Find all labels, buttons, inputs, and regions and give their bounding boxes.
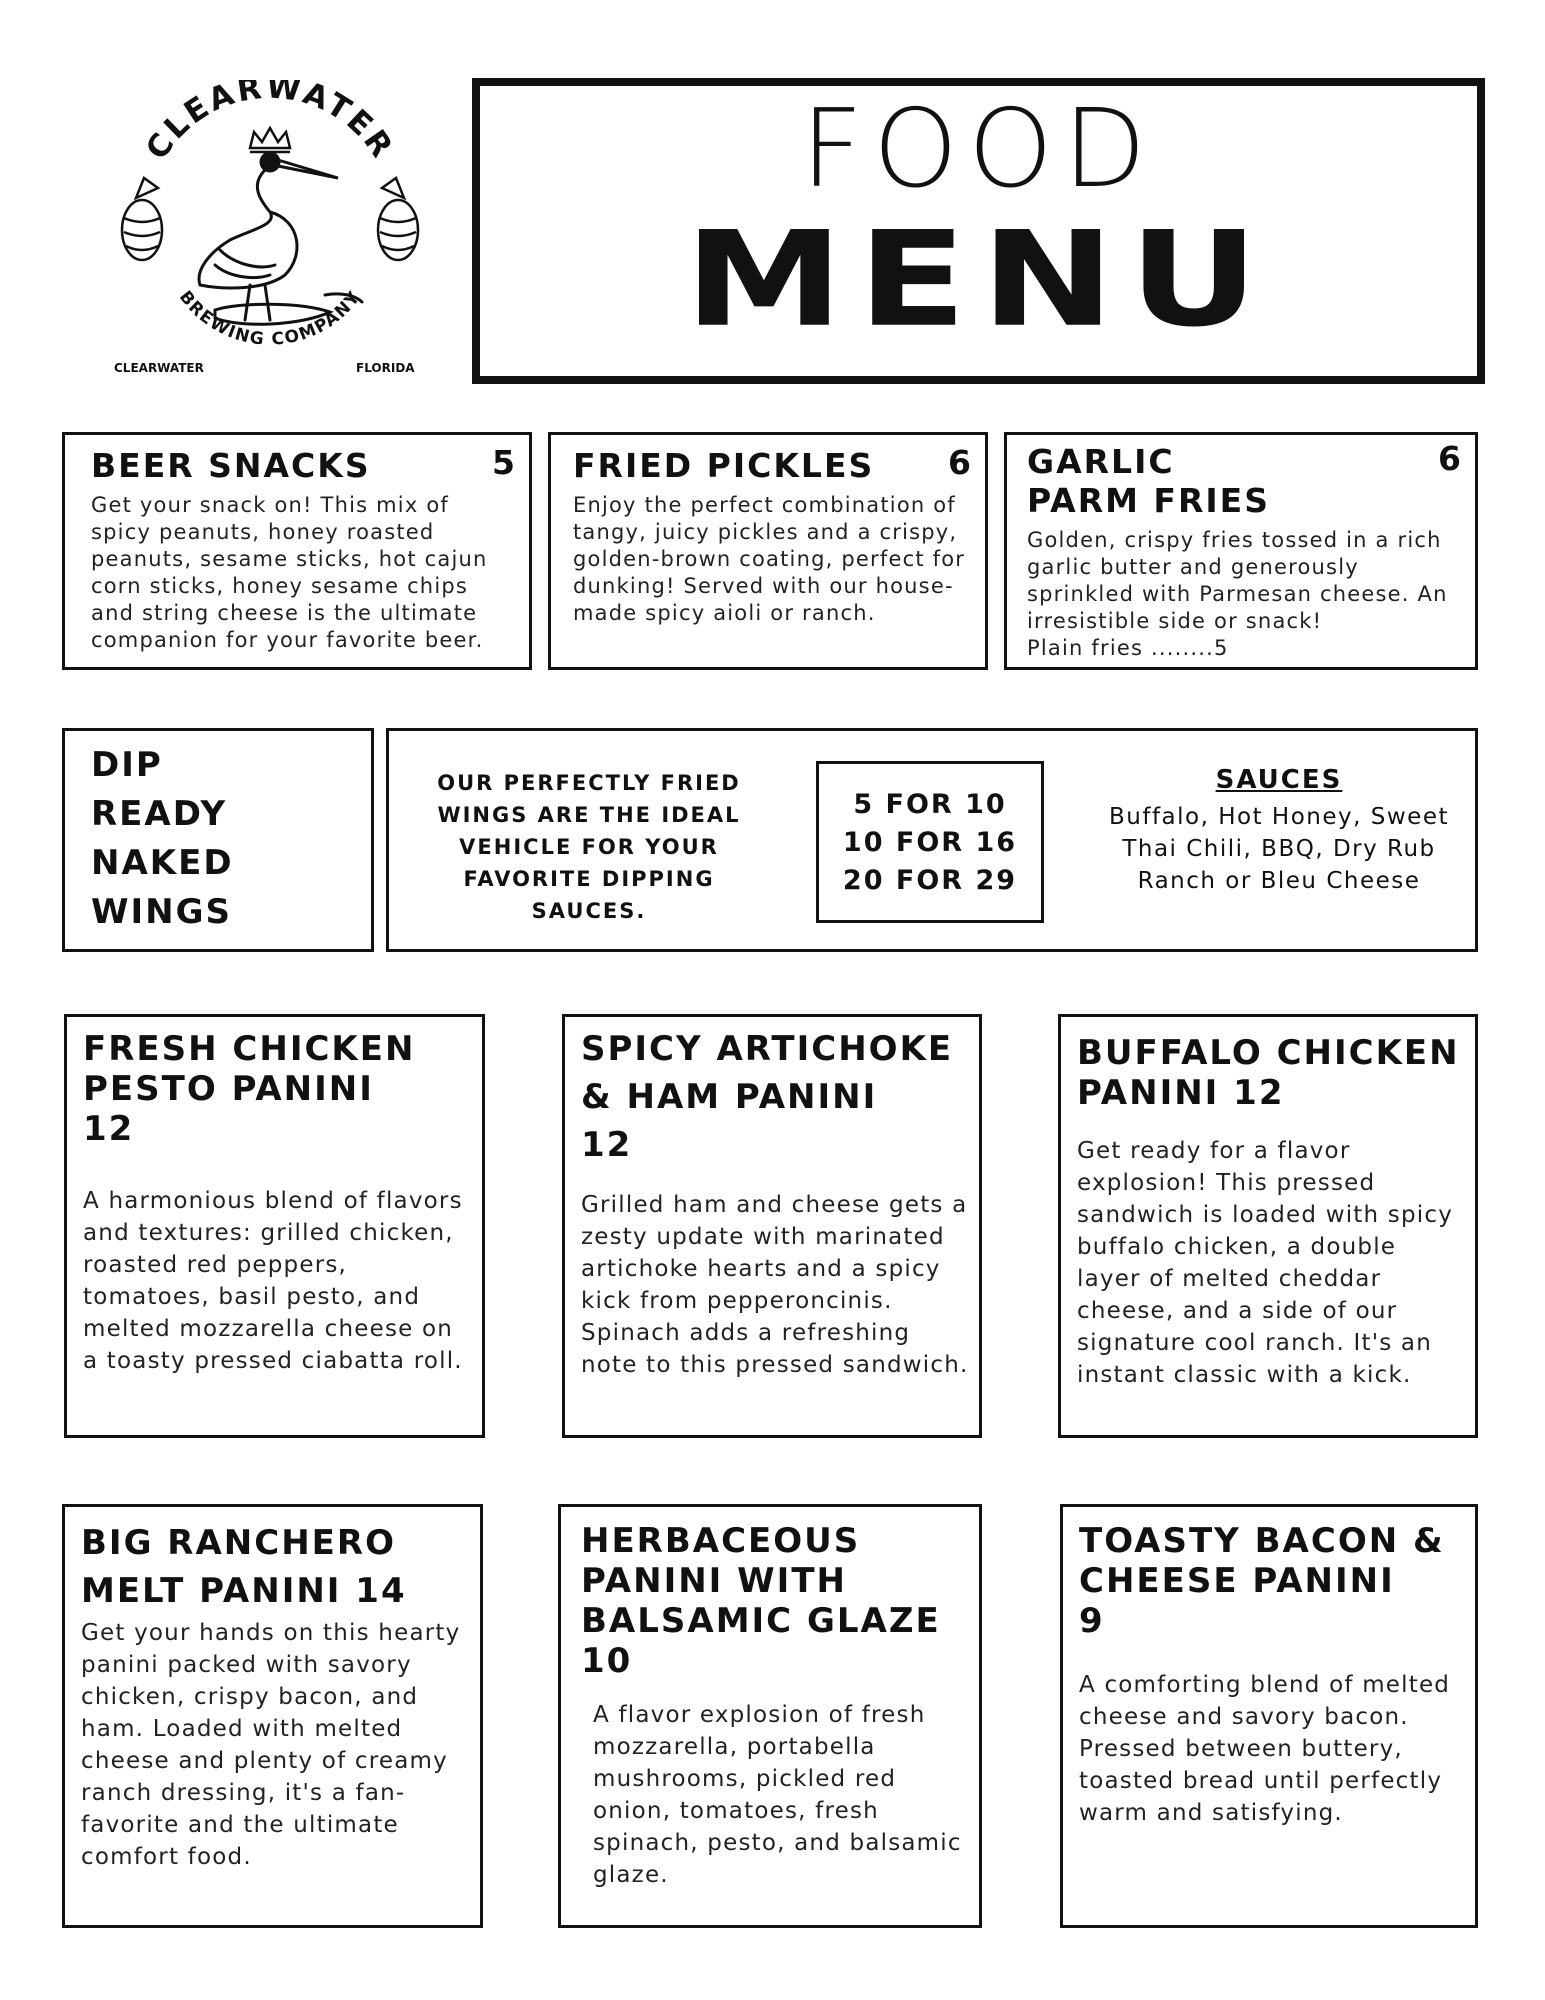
panini-card <box>1058 1014 1478 1438</box>
panini-description: A comforting blend of melted cheese and savory bacon. Pressed between buttery, toasted bread until perfectly warm and satisfying. <box>1079 1672 1451 1826</box>
panini-card <box>562 1014 982 1438</box>
panini-title <box>1077 1033 1465 1113</box>
sauces-line: Thai Chili, BBQ, Dry Rub <box>1122 836 1436 862</box>
panini-title-line: HERBACEOUS <box>581 1521 861 1561</box>
tagline-line: VEHICLE FOR YOUR <box>459 835 719 859</box>
wings-title-box <box>62 728 374 952</box>
panini-title-line: PANINI WITH <box>581 1561 847 1601</box>
wings-price-box <box>816 761 1044 923</box>
snack-name: BEER SNACKS <box>91 446 371 485</box>
snack-name: FRIED PICKLES <box>573 446 875 485</box>
panini-title <box>1079 1521 1465 1641</box>
snack-extra-price: Plain fries ........5 <box>1027 635 1229 660</box>
sauces-line: Ranch or Bleu Cheese <box>1137 868 1421 894</box>
snack-description: Get your snack on! This mix of spicy peanuts, honey roasted peanuts, sesame sticks, hot cajun corn sticks, honey sesame chips and string cheese is the ultimate companion for your favorite beer. <box>91 492 488 652</box>
heron-icon <box>199 153 362 324</box>
header-food: FOOD <box>800 87 1157 212</box>
panini-price: 10 <box>581 1641 633 1681</box>
panini-title-line: & HAM PANINI <box>581 1077 878 1117</box>
panini-title-line: CHEESE PANINI <box>1079 1561 1395 1601</box>
wings-info-box <box>386 728 1478 952</box>
panini-title <box>581 1521 969 1681</box>
panini-title-line: TOASTY BACON & <box>1079 1521 1445 1561</box>
panini-title-line: FRESH CHICKEN <box>83 1029 416 1069</box>
panini-description: Grilled ham and cheese gets a zesty update with marinated artichoke hearts and a spicy kick from pepperoncinis. Spinach adds a refreshing note to this pressed sandwich. <box>581 1192 969 1378</box>
snack-description: Golden, crispy fries tossed in a rich garlic butter and generously sprinkled with Parmesan cheese. An irresistible side or snack! <box>1027 527 1448 633</box>
wings-title-line: WINGS <box>91 892 233 932</box>
panini-title <box>81 1519 470 1615</box>
snack-name-line1: GARLIC <box>1027 442 1175 481</box>
snack-card-garlic-parm-fries <box>1004 432 1478 670</box>
header-menu: MENU <box>684 202 1273 356</box>
panini-description: A flavor explosion of fresh mozzarella, portabella mushrooms, pickled red onion, tomatoes, fresh spinach, pesto, and balsamic glaze. <box>593 1702 962 1888</box>
sauces-line: Buffalo, Hot Honey, Sweet <box>1109 804 1449 830</box>
panini-card <box>1060 1504 1478 1928</box>
menu-header-box <box>472 78 1485 384</box>
wings-title-line: NAKED <box>91 843 234 883</box>
wings-tagline <box>409 767 769 927</box>
panini-title <box>581 1025 969 1169</box>
snack-card-fried-pickles <box>548 432 988 670</box>
tagline-line: OUR PERFECTLY FRIED <box>437 771 741 795</box>
tagline-line: WINGS ARE THE IDEAL <box>437 803 741 827</box>
tagline-line: FAVORITE DIPPING SAUCES. <box>463 867 715 923</box>
panini-card <box>62 1504 483 1928</box>
snack-price: 6 <box>1438 439 1461 478</box>
panini-description: Get your hands on this hearty panini packed with savory chicken, crispy bacon, and ham. Loaded with melted cheese and plenty of creamy ranch dressing, it's a fan-favorite and the ultimate comfort food. <box>81 1620 461 1870</box>
panini-price: 12 <box>581 1125 633 1165</box>
wings-price: 5 FOR 10 <box>853 789 1007 820</box>
panini-card <box>64 1014 485 1438</box>
logo-caption-left: CLEARWATER <box>114 361 204 375</box>
panini-title-line: BIG RANCHERO <box>81 1523 396 1563</box>
wings-title-line: DIP <box>91 745 163 785</box>
panini-price: 9 <box>1079 1601 1105 1641</box>
sauces-title: SAUCES <box>1215 765 1343 795</box>
snack-name-line2: PARM FRIES <box>1027 480 1270 520</box>
panini-title-line: MELT PANINI 14 <box>81 1571 407 1611</box>
snack-card-beer-snacks <box>62 432 532 670</box>
panini-description: A harmonious blend of flavors and textures: grilled chicken, roasted red peppers, tomatoes, basil pesto, and melted mozzarella cheese on a toasty pressed ciabatta roll. <box>83 1188 463 1374</box>
panini-title-line: PANINI 12 <box>1077 1073 1285 1113</box>
sauces-list <box>1089 801 1469 897</box>
panini-card <box>558 1504 982 1928</box>
panini-title-line: PESTO PANINI <box>83 1069 374 1109</box>
panini-title-line: BUFFALO CHICKEN <box>1077 1033 1460 1073</box>
panini-title-line: BALSAMIC GLAZE <box>581 1601 941 1641</box>
panini-title <box>83 1029 472 1149</box>
panini-price: 12 <box>83 1109 135 1149</box>
snack-price: 5 <box>492 443 515 482</box>
crown-icon <box>250 128 290 152</box>
snack-price: 6 <box>948 443 971 482</box>
brewery-logo <box>100 80 440 380</box>
panini-description: Get ready for a flavor explosion! This pressed sandwich is loaded with spicy buffalo chicken, a double layer of melted cheddar cheese, and a side of our signature cool ranch. It's an instant classic with a kick. <box>1077 1138 1454 1388</box>
wings-title-line: READY <box>91 794 228 834</box>
wings-price: 20 FOR 29 <box>842 865 1018 896</box>
logo-arc-bottom: BREWING COMPANY <box>174 287 366 350</box>
logo-arc-top: CLEARWATER <box>139 80 401 167</box>
snack-description: Enjoy the perfect combination of tangy, juicy pickles and a crispy, golden-brown coating, perfect for dunking! Served with our house-made spicy aioli or ranch. <box>573 492 966 625</box>
sauces-section <box>1089 765 1469 897</box>
wings-price: 10 FOR 16 <box>842 827 1018 858</box>
wings-title <box>91 741 371 937</box>
panini-title-line: SPICY ARTICHOKE <box>581 1029 954 1069</box>
logo-caption-right: FLORIDA <box>356 361 415 375</box>
